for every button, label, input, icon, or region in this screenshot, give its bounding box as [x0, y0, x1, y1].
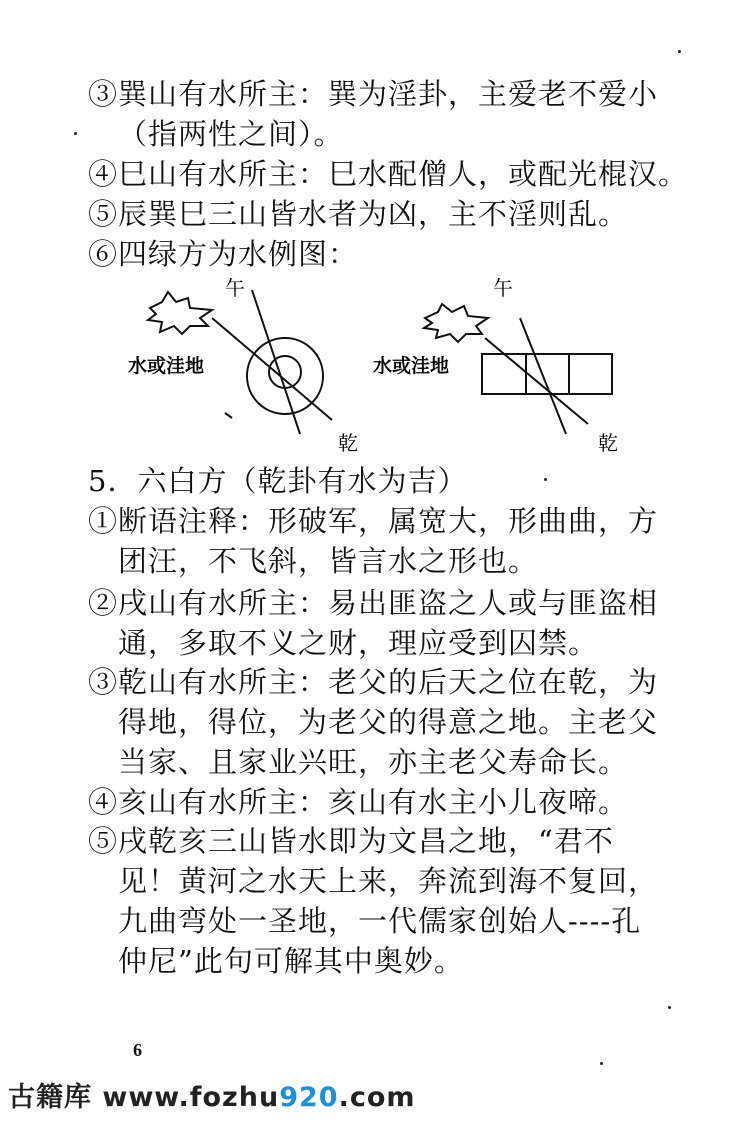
scan-speck — [678, 50, 681, 53]
scan-speck — [74, 132, 77, 135]
text-line: （指两性之间）。 — [118, 117, 344, 151]
watermark-prefix: 古籍库 www.fozhu — [8, 1082, 280, 1113]
text-line: 通，多取不义之财，理应受到囚禁。 — [118, 626, 599, 660]
scan-speck — [668, 1006, 671, 1009]
text-line: ③乾山有水所主：老父的后天之位在乾，为 — [88, 665, 659, 699]
text-line: ④巳山有水所主：巳水配僧人，或配光棍汉。 — [88, 157, 689, 191]
text-line: 见！黄河之水天上来，奔流到海不复回， — [118, 864, 659, 898]
right-diagram — [373, 276, 618, 455]
text-line: ④亥山有水所主：亥山有水主小儿夜啼。 — [88, 785, 629, 819]
scan-speck — [600, 1062, 603, 1065]
text-line: ②戌山有水所主：易出匪盗之人或与匪盗相 — [88, 586, 659, 620]
left-top-label: 午 — [225, 276, 245, 300]
burst-icon — [424, 304, 488, 342]
text-line: 九曲弯处一圣地，一代儒家创始人----孔 — [118, 904, 642, 938]
left-diagram — [128, 276, 358, 455]
water-example-diagram — [120, 268, 640, 468]
right-side-label: 水或洼地 — [373, 355, 450, 377]
left-side-label: 水或洼地 — [128, 355, 205, 377]
text-line: ⑥四绿方为水例图： — [88, 237, 359, 271]
text-line: 当家、且家业兴旺，亦主老父寿命长。 — [118, 745, 629, 779]
watermark-suffix: .com — [338, 1082, 416, 1113]
watermark — [8, 1075, 416, 1114]
axis-line — [485, 338, 588, 424]
right-bottom-label: 乾 — [598, 431, 618, 455]
inner-ring — [269, 356, 301, 388]
axis-line — [212, 318, 332, 420]
tick-mark — [225, 413, 232, 418]
page-number: 6 — [133, 1040, 142, 1060]
text-line: 团汪，不飞斜，皆言水之形也。 — [118, 544, 539, 578]
scan-speck — [544, 478, 547, 481]
burst-icon — [148, 292, 212, 334]
text-line: ⑤辰巽巳三山皆水者为凶，主不淫则乱。 — [88, 197, 629, 231]
text-line: ①断语注释：形破军，属宽大，形曲曲，方 — [88, 504, 659, 538]
watermark-digits: 920 — [279, 1082, 339, 1113]
text-line: ③巽山有水所主：巽为淫卦，主爱老不爱小 — [88, 77, 659, 111]
text-line: ⑤戌乾亥三山皆水即为文昌之地，“君不 — [88, 824, 614, 858]
text-line: 得地，得位，为老父的得意之地。主老父 — [118, 705, 659, 739]
right-top-label: 午 — [493, 276, 513, 300]
left-bottom-label: 乾 — [338, 431, 358, 455]
text-line: 仲尼”此句可解其中奥妙。 — [118, 944, 464, 978]
section-heading: 5．六白方（乾卦有水为吉） — [88, 464, 468, 498]
